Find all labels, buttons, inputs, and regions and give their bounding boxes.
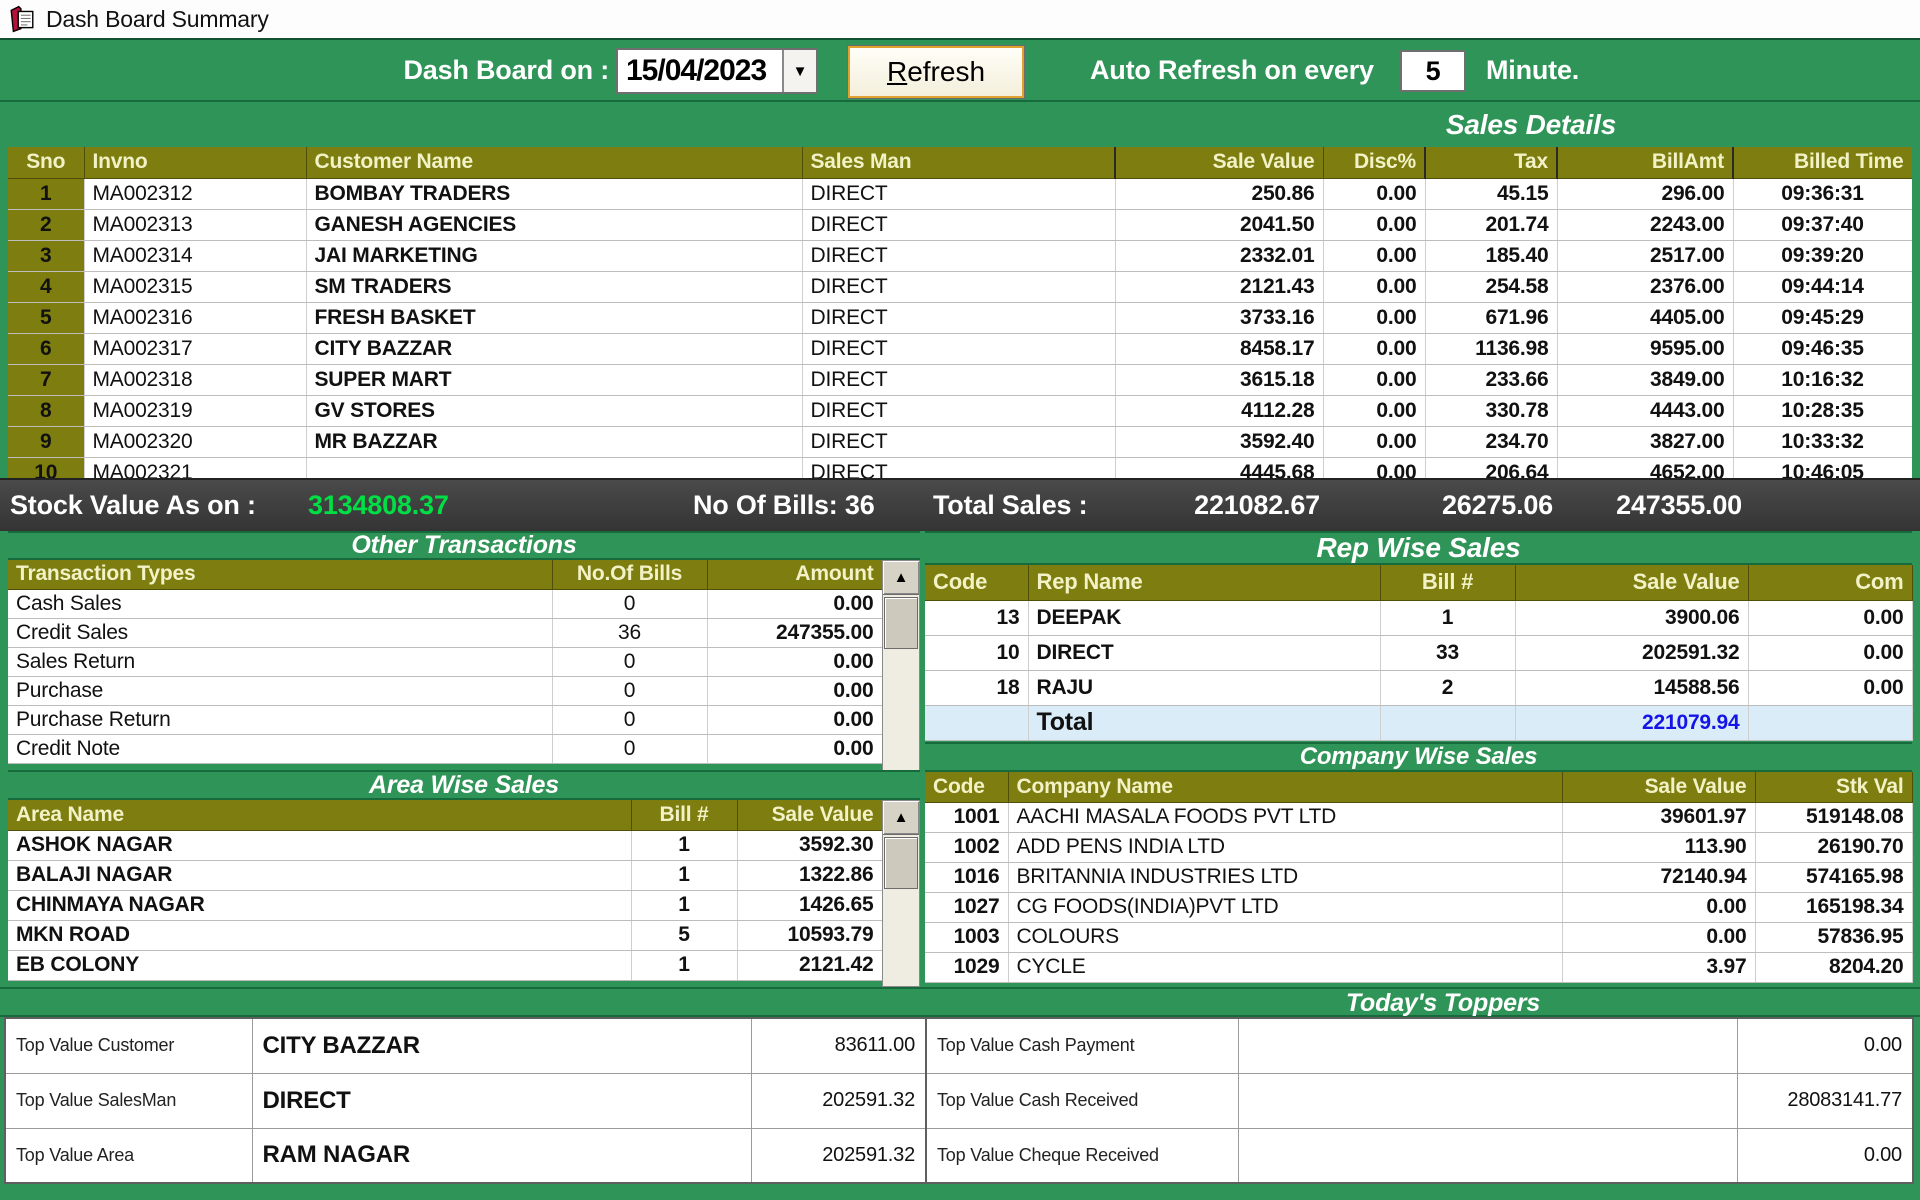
- cell-value: 3900.06: [1515, 600, 1748, 635]
- col-transaction-types: Transaction Types: [8, 560, 552, 589]
- cell-code: 10: [925, 635, 1028, 670]
- area-wise-scrollbar[interactable]: [882, 800, 920, 987]
- cell-tax: 233.66: [1425, 364, 1557, 395]
- cell-customer: GV STORES: [306, 395, 802, 426]
- company-row[interactable]: [925, 952, 1912, 982]
- company-wise-titlebar: [925, 742, 1912, 772]
- cell-disc: 0.00: [1323, 426, 1425, 457]
- cell-value: 0.00: [1562, 892, 1755, 922]
- cell-amount: 0.00: [707, 734, 882, 763]
- cell-value: 113.90: [1562, 832, 1755, 862]
- toppers-title: Today's Toppers: [1345, 989, 1541, 1017]
- cell-value: 2121.42: [737, 950, 882, 980]
- cell-sno: 9: [8, 426, 84, 457]
- topper-label: Top Value Area: [5, 1128, 252, 1183]
- topper-row: [926, 1128, 1913, 1183]
- scroll-up-icon[interactable]: ▲: [883, 561, 919, 595]
- cell-stk: 57836.95: [1755, 922, 1912, 952]
- area-row[interactable]: [8, 950, 882, 980]
- cell-type: Purchase: [8, 676, 552, 705]
- cell-invno: MA002320: [84, 426, 306, 457]
- cell-billamt: 2517.00: [1557, 240, 1733, 271]
- area-row[interactable]: [8, 890, 882, 920]
- cell-invno: MA002318: [84, 364, 306, 395]
- rep-wise-title: Rep Wise Sales: [1316, 532, 1521, 563]
- cell-salesman: DIRECT: [802, 364, 1115, 395]
- cell-bills: 0: [552, 647, 707, 676]
- cell-sale-value: 2332.01: [1115, 240, 1323, 271]
- cell-value: 3592.30: [737, 830, 882, 860]
- col-code: Code: [925, 772, 1008, 802]
- cell-empty: [1380, 705, 1515, 740]
- topper-name: CITY BAZZAR: [252, 1018, 751, 1073]
- company-wise-header: [925, 772, 1912, 802]
- cell-tax: 1136.98: [1425, 333, 1557, 364]
- cell-amount: 0.00: [707, 705, 882, 734]
- topper-value: 202591.32: [751, 1128, 926, 1183]
- cell-customer: BOMBAY TRADERS: [306, 178, 802, 209]
- cell-tax: 185.40: [1425, 240, 1557, 271]
- cell-stk: 574165.98: [1755, 862, 1912, 892]
- col-com: Com: [1748, 565, 1912, 600]
- cell-salesman: DIRECT: [802, 457, 1115, 478]
- cell-area: EB COLONY: [8, 950, 631, 980]
- topper-value: 28083141.77: [1737, 1073, 1913, 1128]
- cell-disc: 0.00: [1323, 333, 1425, 364]
- cell-code: 1001: [925, 802, 1008, 832]
- other-transactions-header: [8, 560, 882, 589]
- area-wise-table: [8, 800, 883, 981]
- cell-value: 39601.97: [1562, 802, 1755, 832]
- cell-area: MKN ROAD: [8, 920, 631, 950]
- sales-row-partial[interactable]: [8, 457, 1912, 478]
- cell-tax: 671.96: [1425, 302, 1557, 333]
- total-bill-value: 247355.00: [1616, 490, 1742, 520]
- refresh-button[interactable]: [848, 46, 1024, 98]
- col-billed-time: Billed Time: [1733, 147, 1912, 178]
- cell-time: 09:46:35: [1733, 333, 1912, 364]
- sales-header-row: [8, 147, 1912, 178]
- window-title: Dash Board Summary: [46, 5, 269, 32]
- cell-billamt: 2243.00: [1557, 209, 1733, 240]
- cell-bills: 2: [1380, 670, 1515, 705]
- cell-stk: 26190.70: [1755, 832, 1912, 862]
- cell-bills: 0: [552, 589, 707, 618]
- cell-invno: MA002316: [84, 302, 306, 333]
- company-row[interactable]: [925, 802, 1912, 832]
- cell-invno: MA002314: [84, 240, 306, 271]
- cell-com: 0.00: [1748, 670, 1912, 705]
- cell-salesman: DIRECT: [802, 333, 1115, 364]
- cell-amount: 0.00: [707, 589, 882, 618]
- cell-customer: CITY BAZZAR: [306, 333, 802, 364]
- cell-customer: SM TRADERS: [306, 271, 802, 302]
- rep-row[interactable]: [925, 635, 1912, 670]
- cell-sno: 6: [8, 333, 84, 364]
- transaction-row[interactable]: [8, 734, 882, 763]
- topper-name: [1238, 1073, 1737, 1128]
- cell-amount: 0.00: [707, 647, 882, 676]
- col-code: Code: [925, 565, 1028, 600]
- cell-bills: 36: [552, 618, 707, 647]
- area-row[interactable]: [8, 830, 882, 860]
- cell-time: 09:39:20: [1733, 240, 1912, 271]
- rep-row[interactable]: [925, 600, 1912, 635]
- cell-area: ASHOK NAGAR: [8, 830, 631, 860]
- col-sno: Sno: [8, 147, 84, 178]
- cell-value: 202591.32: [1515, 635, 1748, 670]
- sales-row[interactable]: [8, 178, 1912, 209]
- sales-details-title: Sales Details: [1445, 109, 1617, 140]
- app-book-icon: [8, 5, 36, 33]
- total-tax-value: 26275.06: [1441, 490, 1553, 520]
- col-bill: Bill #: [631, 800, 737, 830]
- cell-com: 0.00: [1748, 635, 1912, 670]
- cell-amount: 247355.00: [707, 618, 882, 647]
- topper-label: Top Value Cash Received: [926, 1073, 1238, 1128]
- cell-billamt: 4405.00: [1557, 302, 1733, 333]
- toppers-left-table: [4, 1017, 927, 1184]
- cell-bills: 5: [631, 920, 737, 950]
- topper-name: DIRECT: [252, 1073, 751, 1128]
- cell-tax: 45.15: [1425, 178, 1557, 209]
- cell-invno: MA002321: [84, 457, 306, 478]
- cell-tax: 201.74: [1425, 209, 1557, 240]
- cell-company: ADD PENS INDIA LTD: [1008, 832, 1562, 862]
- topper-row: [5, 1018, 926, 1073]
- topper-row: [926, 1073, 1913, 1128]
- cell-customer: [306, 457, 802, 478]
- sales-row[interactable]: [8, 302, 1912, 333]
- area-wise-header: [8, 800, 882, 830]
- cell-billamt: 3849.00: [1557, 364, 1733, 395]
- cell-com: 0.00: [1748, 600, 1912, 635]
- scrollbar-thumb[interactable]: [884, 597, 918, 649]
- cell-tax: 206.64: [1425, 457, 1557, 478]
- topper-label: Top Value SalesMan: [5, 1073, 252, 1128]
- refresh-button-label-rest: efresh: [907, 56, 986, 87]
- cell-company: CG FOODS(INDIA)PVT LTD: [1008, 892, 1562, 922]
- cell-value: 72140.94: [1562, 862, 1755, 892]
- cell-sale-value: 2041.50: [1115, 209, 1323, 240]
- cell-bills: 1: [631, 830, 737, 860]
- other-transactions-title: Other Transactions: [351, 531, 577, 559]
- topper-value: 0.00: [1737, 1018, 1913, 1073]
- toppers-titlebar: [0, 987, 1920, 1017]
- cell-disc: 0.00: [1323, 395, 1425, 426]
- topper-value: 0.00: [1737, 1128, 1913, 1183]
- transaction-row[interactable]: [8, 676, 882, 705]
- cell-bills: 1: [631, 950, 737, 980]
- col-billamt: BillAmt: [1557, 147, 1733, 178]
- area-wise-titlebar: [8, 770, 920, 800]
- cell-value: 10593.79: [737, 920, 882, 950]
- topper-name: [1238, 1018, 1737, 1073]
- cell-sale-value: 250.86: [1115, 178, 1323, 209]
- cell-rep-name: DEEPAK: [1028, 600, 1380, 635]
- cell-billamt: 2376.00: [1557, 271, 1733, 302]
- cell-salesman: DIRECT: [802, 302, 1115, 333]
- area-wise-title: Area Wise Sales: [369, 770, 559, 799]
- cell-sale-value: 2121.43: [1115, 271, 1323, 302]
- cell-sale-value: 3615.18: [1115, 364, 1323, 395]
- cell-time: 09:37:40: [1733, 209, 1912, 240]
- cell-time: 10:46:05: [1733, 457, 1912, 478]
- area-row[interactable]: [8, 860, 882, 890]
- transaction-row[interactable]: [8, 589, 882, 618]
- cell-invno: MA002315: [84, 271, 306, 302]
- cell-disc: 0.00: [1323, 178, 1425, 209]
- sales-row[interactable]: [8, 364, 1912, 395]
- rep-total-label: Total: [1028, 705, 1380, 740]
- cell-bills: 33: [1380, 635, 1515, 670]
- status-bar: [0, 478, 1920, 531]
- cell-bills: 1: [631, 860, 737, 890]
- cell-tax: 254.58: [1425, 271, 1557, 302]
- cell-customer: SUPER MART: [306, 364, 802, 395]
- cell-code: 13: [925, 600, 1028, 635]
- cell-tax: 234.70: [1425, 426, 1557, 457]
- cell-invno: MA002317: [84, 333, 306, 364]
- topper-name: [1238, 1128, 1737, 1183]
- cell-sno: 2: [8, 209, 84, 240]
- topper-row: [5, 1128, 926, 1183]
- cell-sale-value: 8458.17: [1115, 333, 1323, 364]
- cell-customer: GANESH AGENCIES: [306, 209, 802, 240]
- sales-row[interactable]: [8, 209, 1912, 240]
- other-transactions-titlebar: [8, 531, 920, 560]
- total-sales-value: 221082.67: [1194, 490, 1320, 520]
- cell-stk: 8204.20: [1755, 952, 1912, 982]
- cell-disc: 0.00: [1323, 209, 1425, 240]
- cell-code: 1029: [925, 952, 1008, 982]
- transaction-row[interactable]: [8, 705, 882, 734]
- cell-billamt: 3827.00: [1557, 426, 1733, 457]
- col-stk-val: Stk Val: [1755, 772, 1912, 802]
- col-company-name: Company Name: [1008, 772, 1562, 802]
- company-row[interactable]: [925, 832, 1912, 862]
- transaction-row[interactable]: [8, 647, 882, 676]
- cell-time: 10:28:35: [1733, 395, 1912, 426]
- cell-sno: 7: [8, 364, 84, 395]
- cell-empty: [1748, 705, 1912, 740]
- cell-type: Sales Return: [8, 647, 552, 676]
- col-rep-name: Rep Name: [1028, 565, 1380, 600]
- col-sale-value: Sale Value: [1115, 147, 1323, 178]
- cell-salesman: DIRECT: [802, 178, 1115, 209]
- company-wise-title: Company Wise Sales: [1299, 743, 1538, 770]
- cell-value: 1426.65: [737, 890, 882, 920]
- cell-value: 1322.86: [737, 860, 882, 890]
- cell-code: 1016: [925, 862, 1008, 892]
- cell-stk: 519148.08: [1755, 802, 1912, 832]
- cell-time: 09:36:31: [1733, 178, 1912, 209]
- company-row[interactable]: [925, 862, 1912, 892]
- cell-time: 09:45:29: [1733, 302, 1912, 333]
- cell-invno: MA002319: [84, 395, 306, 426]
- rep-row[interactable]: [925, 670, 1912, 705]
- sales-row[interactable]: [8, 271, 1912, 302]
- cell-customer: FRESH BASKET: [306, 302, 802, 333]
- cell-salesman: DIRECT: [802, 271, 1115, 302]
- sales-details-titlebar: [0, 100, 1920, 147]
- other-transactions-scrollbar[interactable]: [882, 560, 920, 772]
- cell-company: AACHI MASALA FOODS PVT LTD: [1008, 802, 1562, 832]
- sales-row[interactable]: [8, 240, 1912, 271]
- window-titlebar: [0, 0, 1920, 40]
- cell-value: 14588.56: [1515, 670, 1748, 705]
- cell-time: 10:33:32: [1733, 426, 1912, 457]
- topper-value: 83611.00: [751, 1018, 926, 1073]
- rep-total-value: 221079.94: [1515, 705, 1748, 740]
- cell-invno: MA002313: [84, 209, 306, 240]
- cell-time: 10:16:32: [1733, 364, 1912, 395]
- rep-wise-table: [925, 565, 1913, 741]
- sales-row[interactable]: [8, 395, 1912, 426]
- cell-amount: 0.00: [707, 676, 882, 705]
- area-row[interactable]: [8, 920, 882, 950]
- cell-bills: 1: [1380, 600, 1515, 635]
- col-area-name: Area Name: [8, 800, 631, 830]
- auto-refresh-label: Auto Refresh on every: [1090, 55, 1374, 85]
- col-bill: Bill #: [1380, 565, 1515, 600]
- cell-salesman: DIRECT: [802, 426, 1115, 457]
- cell-salesman: DIRECT: [802, 395, 1115, 426]
- col-customer-name: Customer Name: [306, 147, 802, 178]
- col-sale-value: Sale Value: [737, 800, 882, 830]
- cell-type: Credit Sales: [8, 618, 552, 647]
- cell-sale-value: 3733.16: [1115, 302, 1323, 333]
- cell-disc: 0.00: [1323, 240, 1425, 271]
- col-invno: Invno: [84, 147, 306, 178]
- chevron-down-icon[interactable]: ▼: [782, 50, 816, 92]
- dashboard-date-combobox[interactable]: [616, 48, 818, 94]
- other-transactions-table: [8, 560, 883, 764]
- rep-total-row: [925, 705, 1912, 740]
- scroll-up-icon[interactable]: ▲: [883, 801, 919, 835]
- cell-rep-name: RAJU: [1028, 670, 1380, 705]
- cell-salesman: DIRECT: [802, 240, 1115, 271]
- cell-sno: 10: [8, 457, 84, 478]
- cell-company: BRITANNIA INDUSTRIES LTD: [1008, 862, 1562, 892]
- sales-row[interactable]: [8, 333, 1912, 364]
- cell-area: CHINMAYA NAGAR: [8, 890, 631, 920]
- total-sales-label: Total Sales :: [933, 490, 1088, 520]
- stock-value: 3134808.37: [308, 490, 449, 520]
- col-no-of-bills: No.Of Bills: [552, 560, 707, 589]
- col-sale-value: Sale Value: [1515, 565, 1748, 600]
- cell-sale-value: 4445.68: [1115, 457, 1323, 478]
- cell-company: COLOURS: [1008, 922, 1562, 952]
- cell-sale-value: 4112.28: [1115, 395, 1323, 426]
- col-amount: Amount: [707, 560, 882, 589]
- cell-customer: JAI MARKETING: [306, 240, 802, 271]
- cell-billamt: 4443.00: [1557, 395, 1733, 426]
- cell-salesman: DIRECT: [802, 209, 1115, 240]
- col-sale-value: Sale Value: [1562, 772, 1755, 802]
- rep-wise-header: [925, 565, 1912, 600]
- topper-label: Top Value Cheque Received: [926, 1128, 1238, 1183]
- cell-empty: [925, 705, 1028, 740]
- cell-time: 09:44:14: [1733, 271, 1912, 302]
- col-sales-man: Sales Man: [802, 147, 1115, 178]
- cell-bills: 1: [631, 890, 737, 920]
- cell-tax: 330.78: [1425, 395, 1557, 426]
- cell-code: 1003: [925, 922, 1008, 952]
- cell-bills: 0: [552, 676, 707, 705]
- cell-rep-name: DIRECT: [1028, 635, 1380, 670]
- cell-billamt: 4652.00: [1557, 457, 1733, 478]
- cell-code: 18: [925, 670, 1028, 705]
- cell-sno: 8: [8, 395, 84, 426]
- cell-code: 1027: [925, 892, 1008, 922]
- no-of-bills: No Of Bills: 36: [693, 490, 875, 520]
- company-row[interactable]: [925, 892, 1912, 922]
- cell-code: 1002: [925, 832, 1008, 862]
- transaction-row[interactable]: [8, 618, 882, 647]
- dashboard-date-label: Dash Board on :: [403, 55, 609, 85]
- topper-row: [926, 1018, 1913, 1073]
- cell-bills: 0: [552, 705, 707, 734]
- cell-type: Cash Sales: [8, 589, 552, 618]
- cell-disc: 0.00: [1323, 457, 1425, 478]
- topper-row: [5, 1073, 926, 1128]
- toppers-right-table: [925, 1017, 1914, 1184]
- auto-refresh-minutes-input[interactable]: 5: [1400, 50, 1466, 92]
- cell-type: Purchase Return: [8, 705, 552, 734]
- topper-label: Top Value Customer: [5, 1018, 252, 1073]
- cell-sno: 3: [8, 240, 84, 271]
- scrollbar-thumb[interactable]: [884, 837, 918, 889]
- cell-disc: 0.00: [1323, 302, 1425, 333]
- rep-wise-titlebar: [925, 531, 1912, 565]
- col-tax: Tax: [1425, 147, 1557, 178]
- topper-label: Top Value Cash Payment: [926, 1018, 1238, 1073]
- cell-value: 3.97: [1562, 952, 1755, 982]
- topper-value: 202591.32: [751, 1073, 926, 1128]
- cell-billamt: 9595.00: [1557, 333, 1733, 364]
- minute-label: Minute.: [1486, 55, 1580, 85]
- stock-value-label: Stock Value As on :: [10, 490, 256, 520]
- cell-type: Credit Note: [8, 734, 552, 763]
- sales-row[interactable]: [8, 426, 1912, 457]
- cell-bills: 0: [552, 734, 707, 763]
- cell-sale-value: 3592.40: [1115, 426, 1323, 457]
- cell-sno: 5: [8, 302, 84, 333]
- cell-company: CYCLE: [1008, 952, 1562, 982]
- company-row[interactable]: [925, 922, 1912, 952]
- cell-stk: 165198.34: [1755, 892, 1912, 922]
- refresh-button-label-first: R: [886, 56, 908, 87]
- cell-sno: 4: [8, 271, 84, 302]
- sales-details-table: [8, 147, 1912, 478]
- cell-billamt: 296.00: [1557, 178, 1733, 209]
- cell-invno: MA002312: [84, 178, 306, 209]
- cell-customer: MR BAZZAR: [306, 426, 802, 457]
- cell-disc: 0.00: [1323, 364, 1425, 395]
- cell-disc: 0.00: [1323, 271, 1425, 302]
- cell-sno: 1: [8, 178, 84, 209]
- company-wise-table: [925, 772, 1913, 983]
- topper-name: RAM NAGAR: [252, 1128, 751, 1183]
- cell-area: BALAJI NAGAR: [8, 860, 631, 890]
- dashboard-date-value: 15/04/2023: [626, 54, 767, 87]
- col-disc: Disc%: [1323, 147, 1425, 178]
- cell-value: 0.00: [1562, 922, 1755, 952]
